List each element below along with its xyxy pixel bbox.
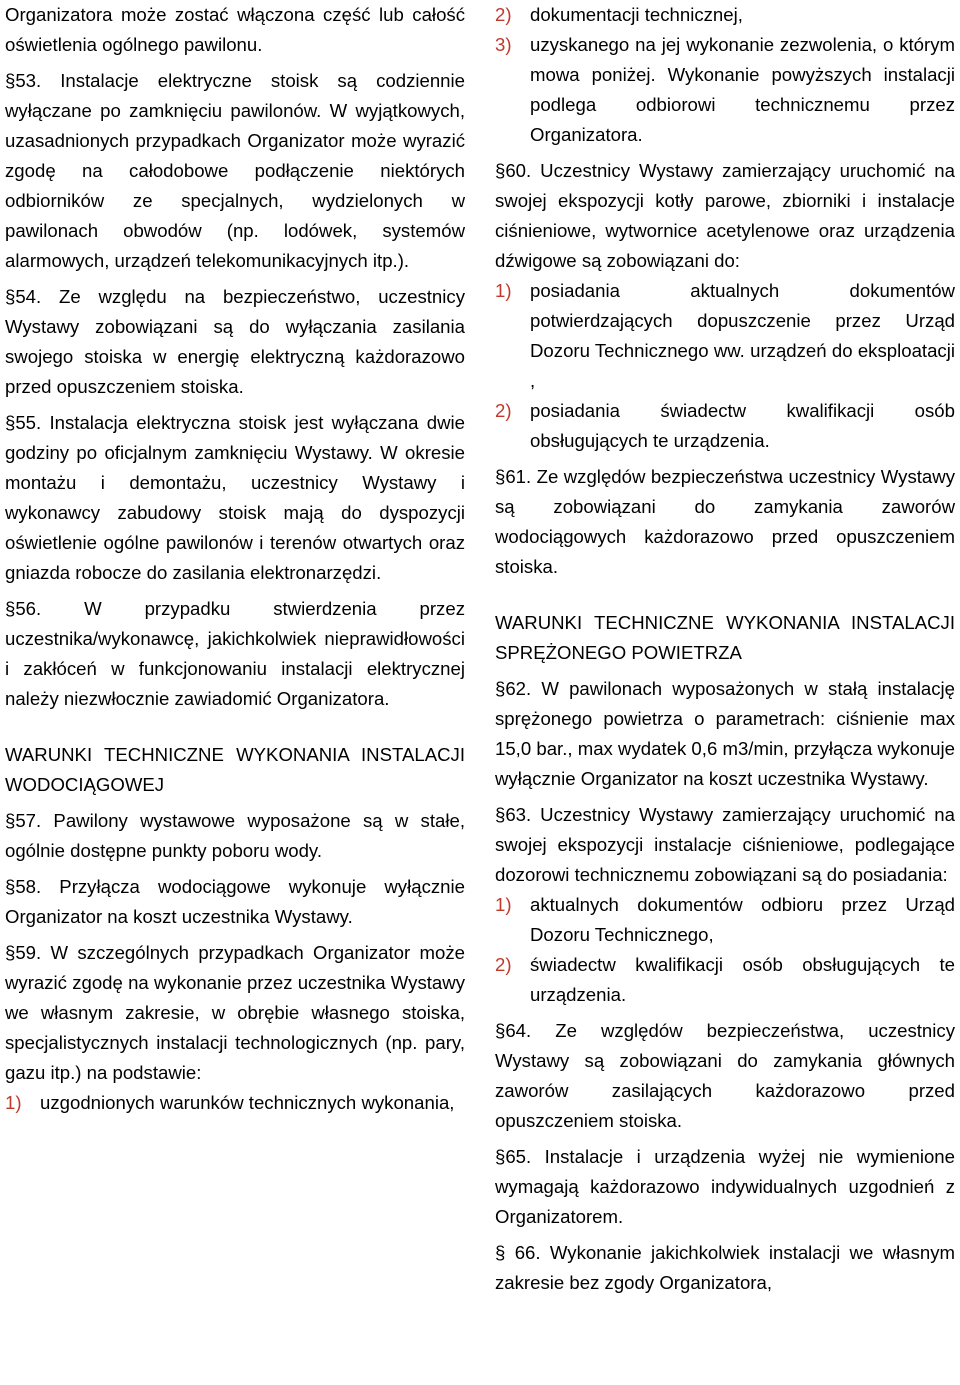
list-number: 1)	[5, 1092, 22, 1113]
list-text: uzgodnionych warunków technicznych wykonania,	[40, 1092, 455, 1113]
list-item	[495, 950, 955, 1010]
paragraph-continuation: Organizatora może zostać włączona część lub całość oświetlenia ogólnego pawilonu.	[5, 4, 465, 55]
list-item	[495, 276, 955, 396]
section-heading-water: WARUNKI TECHNICZNE WYKONANIA INSTALACJI WODOCIĄGOWEJ	[5, 744, 465, 795]
list-text: dokumentacji technicznej,	[530, 4, 743, 25]
paragraph-55: §55. Instalacja elektryczna stoisk jest wyłączana dwie godziny po oficjalnym zamknięciu Wystawy. W okresie montażu i demontażu, uczestnicy Wystawy i wykonawcy zabudowy stoisk mają do dyspozycji oświetlenie ogólne pawilonów i terenów otwartych oraz gniazda robocze do zasilania elektronarzędzi.	[5, 412, 465, 583]
list-item	[5, 1088, 465, 1118]
left-column	[5, 0, 465, 1118]
list-text: aktualnych dokumentów odbioru przez Urząd Dozoru Technicznego,	[530, 894, 955, 945]
paragraph-66: § 66. Wykonanie jakichkolwiek instalacji we własnym zakresie bez zgody Organizatora,	[495, 1242, 955, 1293]
list-number: 3)	[495, 34, 512, 55]
list-item	[495, 30, 955, 150]
list-item	[495, 890, 955, 950]
right-column	[495, 0, 955, 1304]
list-item	[495, 0, 955, 30]
list-number: 1)	[495, 894, 512, 915]
list-text: uzyskanego na jej wykonanie zezwolenia, o którym mowa poniżej. Wykonanie powyższych instalacji podlega odbiorowi technicznemu przez Organizatora.	[530, 34, 955, 145]
paragraph-57: §57. Pawilony wystawowe wyposażone są w stałe, ogólnie dostępne punkty poboru wody.	[5, 810, 465, 861]
paragraph-53: §53. Instalacje elektryczne stoisk są codziennie wyłączane po zamknięciu pawilonów. W wyjątkowych, uzasadnionych przypadkach Organizator może wyrazić zgodę na całodobowe podłączenie niektórych odbiorników ze specjalnych, wydzielonych w pawilonach obwodów (np. lodówek, systemów alarmowych, urządzeń telekomunikacyjnych itp.).	[5, 70, 465, 271]
list-text: świadectw kwalifikacji osób obsługujących te urządzenia.	[530, 954, 955, 1005]
list-number: 1)	[495, 280, 512, 301]
list-number: 2)	[495, 954, 512, 975]
paragraph-61: §61. Ze względów bezpieczeństwa uczestnicy Wystawy są zobowiązani do zamykania zaworów wodociągowych każdorazowo przed opuszczeniem stoiska.	[495, 466, 955, 577]
paragraph-59: §59. W szczególnych przypadkach Organizator może wyrazić zgodę na wykonanie przez uczestnika Wystawy we własnym zakresie, w obrębie własnego stoiska, specjalistycznych instalacji technologicznych (np. pary, gazu itp.) na podstawie:	[5, 942, 465, 1083]
paragraph-63: §63. Uczestnicy Wystawy zamierzający uruchomić na swojej ekspozycji instalacje ciśnieniowe, podlegające dozorowi technicznemu zobowiązani są do posiadania:	[495, 804, 955, 885]
list-text: posiadania świadectw kwalifikacji osób obsługujących te urządzenia.	[530, 400, 955, 451]
paragraph-60: §60. Uczestnicy Wystawy zamierzający uruchomić na swojej ekspozycji kotły parowe, zbiorniki i instalacje ciśnieniowe, wytwornice acetylenowe oraz urządzenia dźwigowe są zobowiązani do:	[495, 160, 955, 271]
paragraph-54: §54. Ze względu na bezpieczeństwo, uczestnicy Wystawy zobowiązani są do wyłączania zasilania swojego stoiska w energię elektryczną każdorazowo przed opuszczeniem stoiska.	[5, 286, 465, 397]
list-text: posiadania aktualnych dokumentów potwierdzających dopuszczenie przez Urząd Dozoru Technicznego ww. urządzeń do eksploatacji ,	[530, 280, 955, 391]
paragraph-58: §58. Przyłącza wodociągowe wykonuje wyłącznie Organizator na koszt uczestnika Wystawy.	[5, 876, 465, 927]
list-item	[495, 396, 955, 456]
paragraph-56: §56. W przypadku stwierdzenia przez uczestnika/wykonawcę, jakichkolwiek nieprawidłowości i zakłóceń w funkcjonowaniu instalacji elektrycznej należy niezwłocznie zawiadomić Organizatora.	[5, 598, 465, 709]
paragraph-64: §64. Ze względów bezpieczeństwa, uczestnicy Wystawy są zobowiązani do zamykania głównych zaworów zasilających każdorazowo przed opuszczeniem stoiska.	[495, 1020, 955, 1131]
paragraph-62: §62. W pawilonach wyposażonych w stałą instalację sprężonego powietrza o parametrach: ciśnienie max 15,0 bar., max wydatek 0,6 m3/min, przyłącza wykonuje wyłącznie Organizator na koszt uczestnika Wystawy.	[495, 678, 955, 789]
paragraph-65: §65. Instalacje i urządzenia wyżej nie wymienione wymagają każdorazowo indywidualnych uzgodnień z Organizatorem.	[495, 1146, 955, 1227]
section-heading-compressed-air: WARUNKI TECHNICZNE WYKONANIA INSTALACJI SPRĘŻONEGO POWIETRZA	[495, 612, 955, 663]
list-number: 2)	[495, 4, 512, 25]
list-number: 2)	[495, 400, 512, 421]
